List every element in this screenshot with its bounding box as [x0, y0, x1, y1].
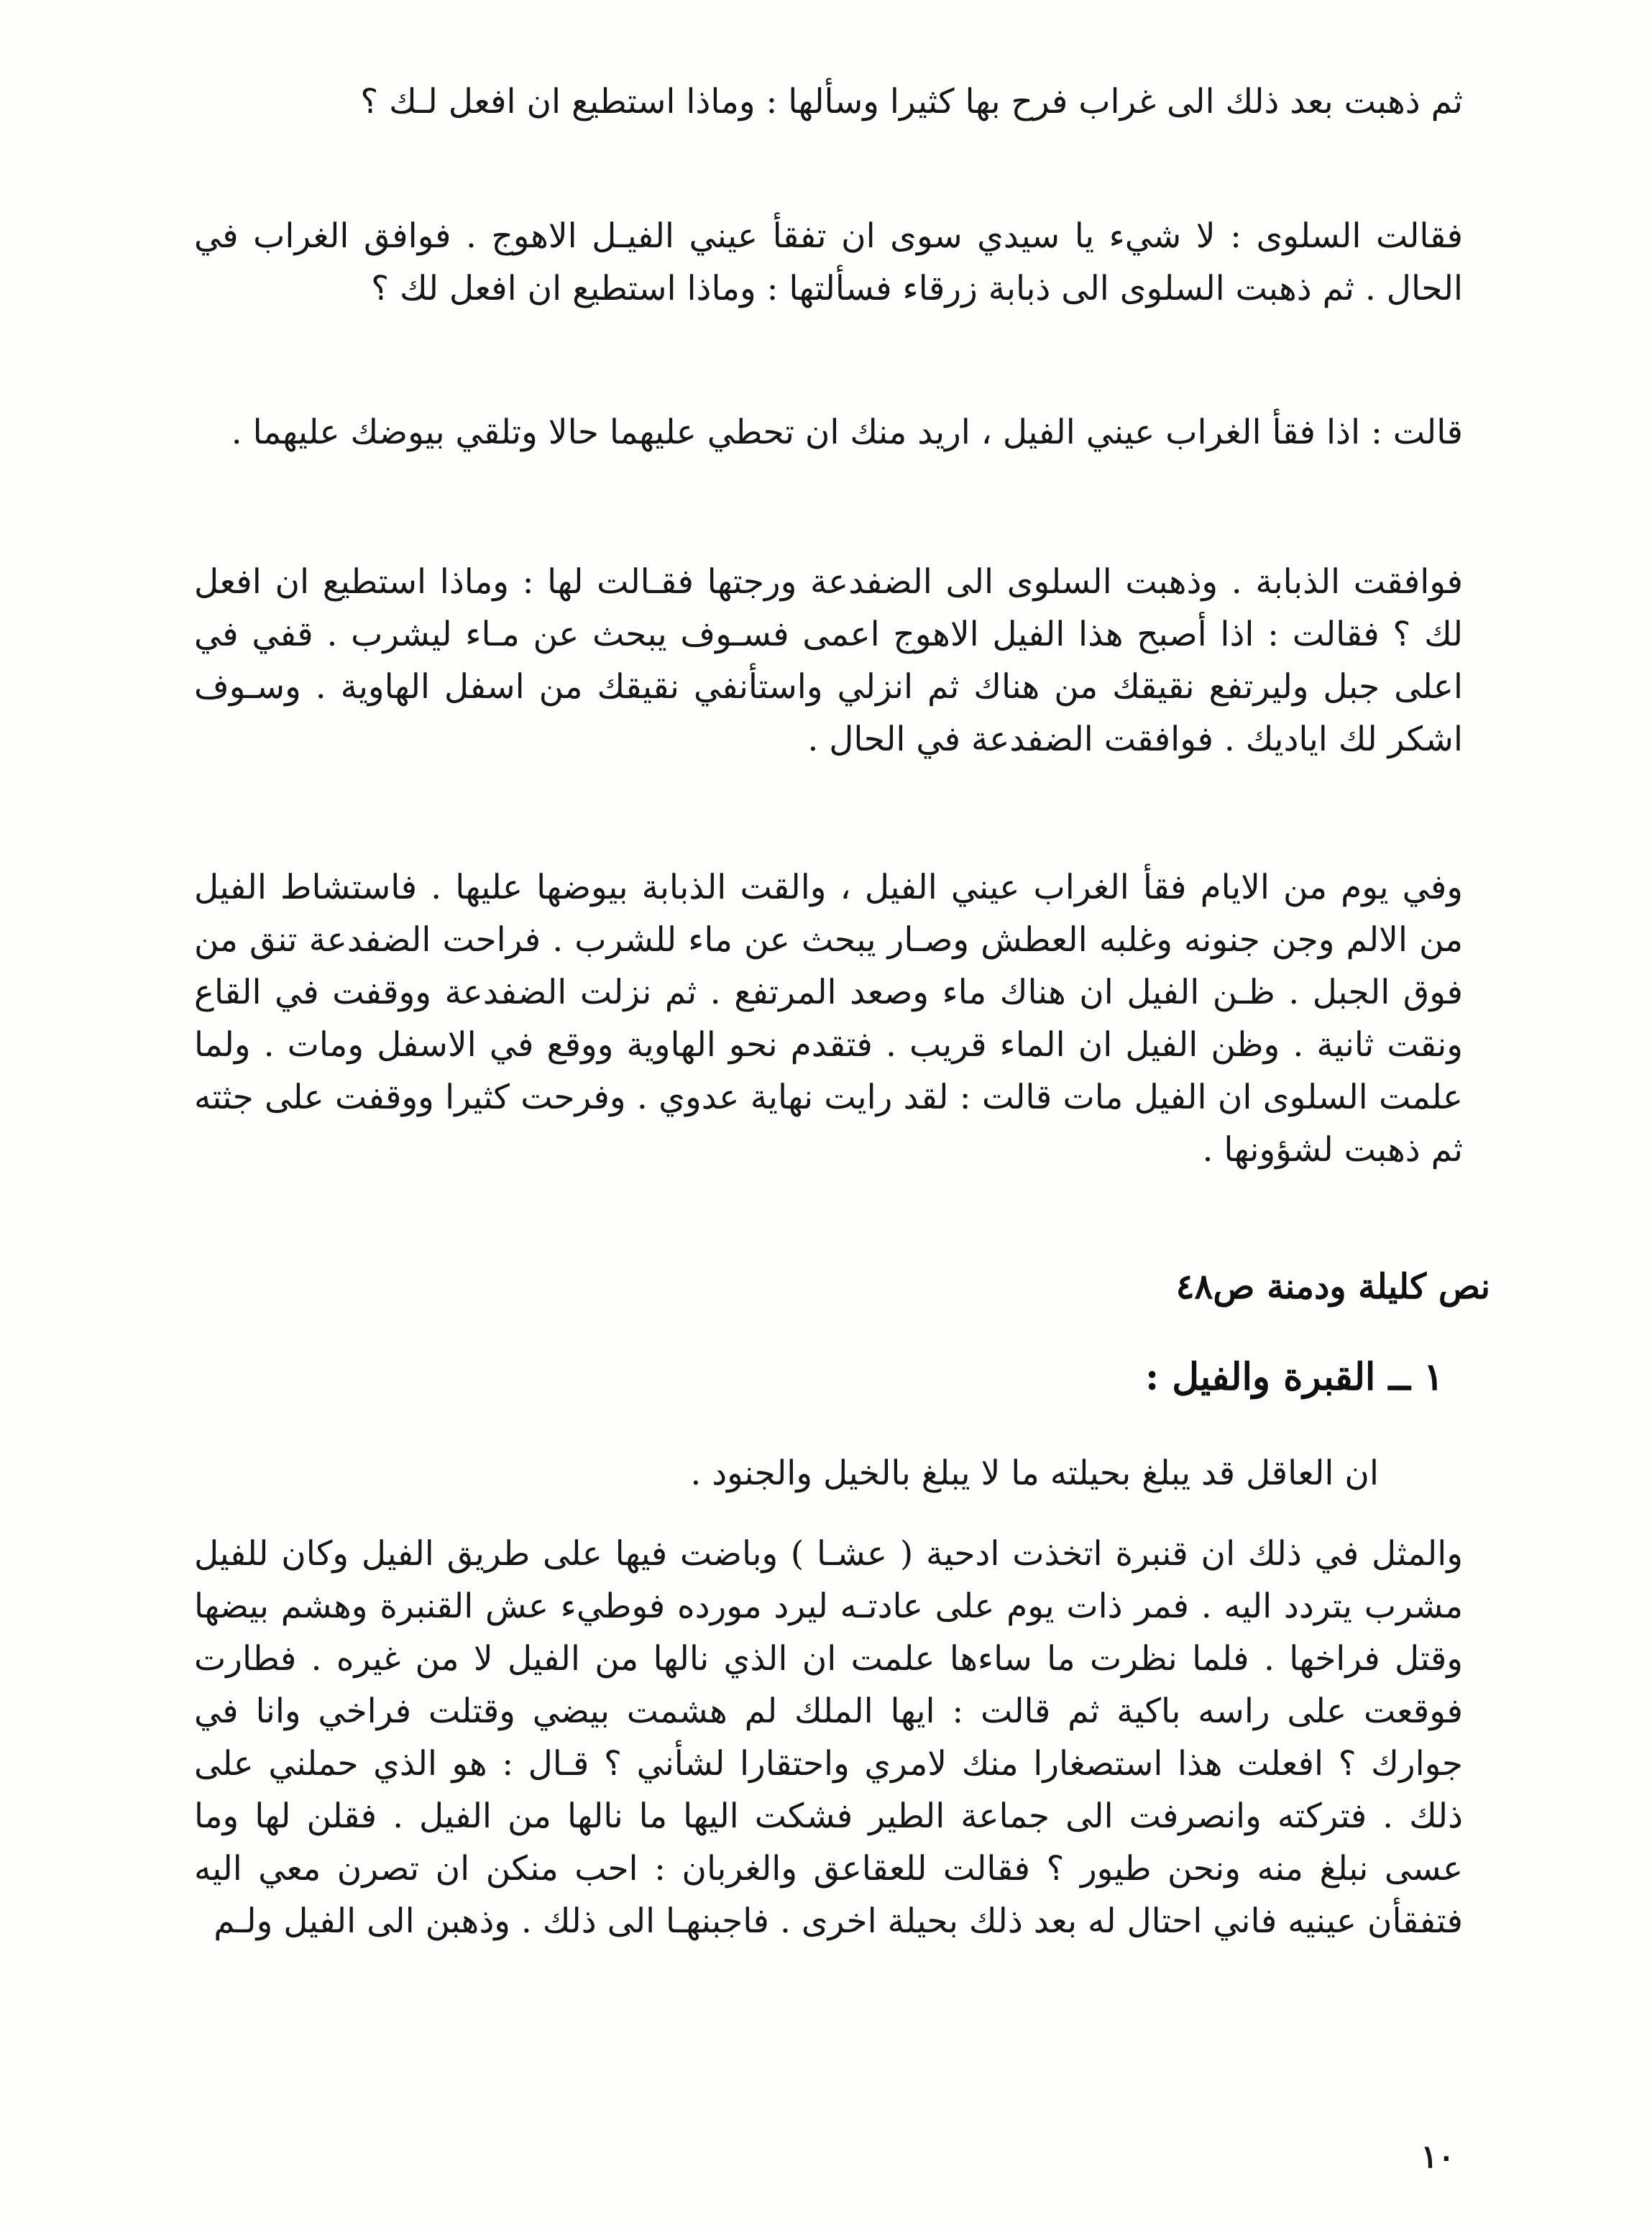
- paragraph-elephant-death: وفي يوم من الايام فقأ الغراب عيني الفيل ، والقت الذبابة بيوضها عليها . فاستشاط الفيل من الالم وجن جنونه وغلبه العطش وصـار يبحث عن ماء للشرب . فراحت الضفدعة تنق من فوق الجبل . ظـن الفيل ان هناك ماء وصعد المرتفع . ثم نزلت الضفدعة ووقفت في القاع ونقت ثانية . وظن الفيل ان الماء قريب . فتقدم نحو الهاوية ووقع في الاسفل ومات . ولما علمت السلوى ان الفيل مات قالت : لقد رايت نهاية عدوي . وفرحت كثيرا ووقفت على جثته ثم ذهبت لشؤونها .: [194, 868, 1463, 1170]
- maxim-line: ان العاقل قد يبلغ بحيلته ما لا يبلغ بالخيل والجنود .: [690, 1454, 1379, 1493]
- source-reference: نص كليلة ودمنة ص٤٨: [1175, 1267, 1490, 1307]
- paragraph-fly-instruction: قالت : اذا فقأ الغراب عيني الفيل ، اريد منك ان تحطي عليهما حالا وتلقي بيوضك عليهما .: [231, 413, 1463, 452]
- section-heading: ١ ــ القبرة والفيل :: [1144, 1355, 1444, 1399]
- paragraph-lark-story: والمثل في ذلك ان قنبرة اتخذت ادحية ( عشـا ) وباضت فيها على طريق الفيل وكان للفيل مشرب يتردد اليه . فمر ذات يوم على عادتـه ليرد مورده فوطيء عش القنبرة وهشم بيضها وقتل فراخها . فلما نظرت ما ساءها علمت ان الذي نالها من الفيل لا من غيره . فطارت فوقعت على راسه باكية ثم قالت : ايها الملك لم هشمت بيضي وقتلت فراخي وانا في جوارك ؟ افعلت هذا استصغارا منك لامري واحتقارا لشأني ؟ قـال : هو الذي حملني على ذلك . فتركته وانصرفت الى جماعة الطير فشكت اليها ما نالها من الفيل . فقلن لها وما عسى نبلغ منه ونحن طيور ؟ فقالت للعقاعق والغربان : احب منكن ان تصرن معي اليه فتفقأن عينيه فاني احتال له بعد ذلك بحيلة اخرى . فاجبنهـا الى ذلك . وذهبن الى الفيل ولـم: [194, 1534, 1463, 1941]
- paragraph-crow-request: ثم ذهبت بعد ذلك الى غراب فرح بها كثيرا وسألها : وماذا استطيع ان افعل لـك ؟: [360, 82, 1463, 121]
- paragraph-quail-reply: فقالت السلوى : لا شيء يا سيدي سوى ان تفقأ عيني الفيـل الاهوج . فوافق الغراب في الحال . ثم ذهبت السلوى الى ذبابة زرقاء فسألتها : وماذا استطيع ان افعل لك ؟: [194, 216, 1463, 308]
- page-number: ١٠: [1421, 2139, 1455, 2175]
- paragraph-frog-agreement: فوافقت الذبابة . وذهبت السلوى الى الضفدعة ورجتها فقـالت لها : وماذا استطيع ان افعل لك ؟ فقالت : اذا أصبح هذا الفيل الاهوج اعمى فسـوف يبحث عن مـاء ليشرب . قفي في اعلى جبل وليرتفع نقيقك من هناك ثم انزلي واستأنفي نقيقك من اسفل الهاوية . وسـوف اشكر لك اياديك . فوافقت الضفدعة في الحال .: [194, 562, 1463, 759]
